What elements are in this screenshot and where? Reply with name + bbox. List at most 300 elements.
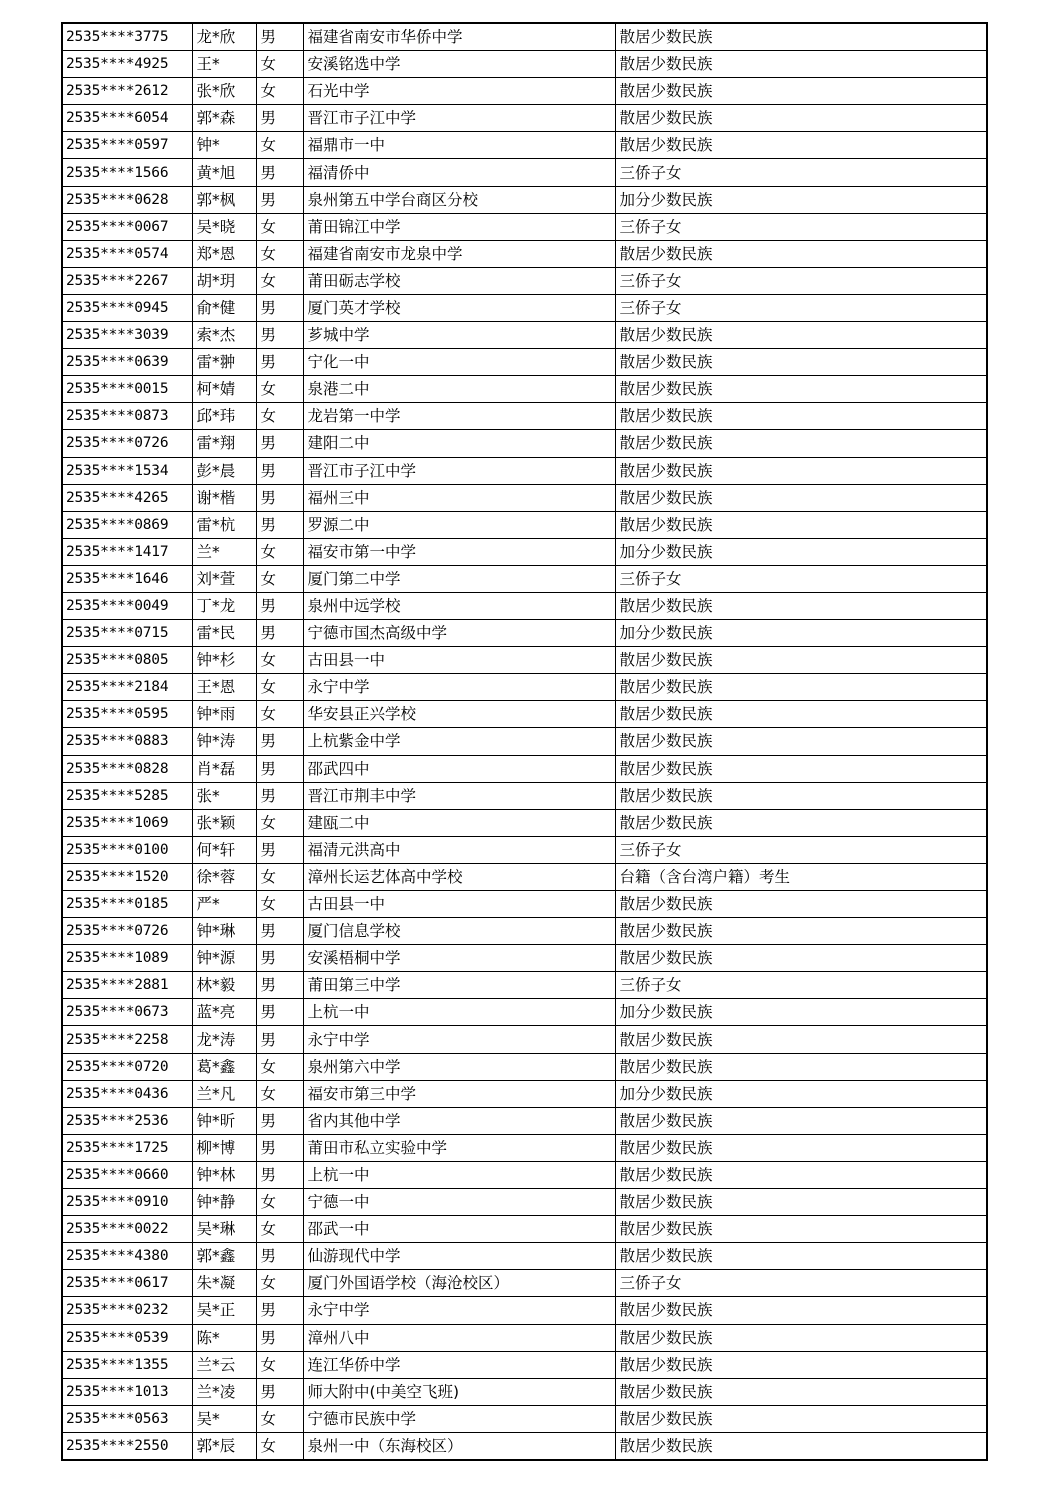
student-name-cell: 朱*凝 [192,1270,256,1297]
category-cell: 散居少数民族 [615,78,987,105]
category-cell: 散居少数民族 [615,1134,987,1161]
gender-cell: 男 [256,1243,303,1270]
table-row [62,538,987,565]
student-name-cell: 柯*婧 [192,376,256,403]
table-row [62,809,987,836]
category-cell: 散居少数民族 [615,1161,987,1188]
exam-number-cell: 2535****1520 [62,863,192,890]
exam-number-cell: 2535****0100 [62,836,192,863]
student-name-cell: 彭*晨 [192,457,256,484]
table-row [62,132,987,159]
student-name-cell: 郭*森 [192,105,256,132]
table-row [62,1134,987,1161]
exam-number-cell: 2535****0628 [62,186,192,213]
table-row [62,23,987,51]
category-cell: 散居少数民族 [615,1351,987,1378]
school-cell: 建瓯二中 [303,809,615,836]
student-name-cell: 黄*旭 [192,159,256,186]
student-name-cell: 郭*枫 [192,186,256,213]
school-cell: 龙岩第一中学 [303,403,615,430]
table-row [62,322,987,349]
category-cell: 台籍（含台湾户籍）考生 [615,863,987,890]
student-name-cell: 雷*翀 [192,349,256,376]
exam-number-cell: 2535****0639 [62,349,192,376]
table-row [62,267,987,294]
category-cell: 散居少数民族 [615,105,987,132]
exam-number-cell: 2535****1566 [62,159,192,186]
category-cell: 散居少数民族 [615,782,987,809]
exam-number-cell: 2535****0720 [62,1053,192,1080]
table-row [62,484,987,511]
gender-cell: 男 [256,755,303,782]
school-cell: 晋江市子江中学 [303,457,615,484]
table-row [62,294,987,321]
exam-number-cell: 2535****0726 [62,918,192,945]
school-cell: 福清侨中 [303,159,615,186]
category-cell: 散居少数民族 [615,403,987,430]
school-cell: 上杭一中 [303,1161,615,1188]
table-row [62,701,987,728]
table-row [62,674,987,701]
gender-cell: 女 [256,213,303,240]
student-name-cell: 钟* [192,132,256,159]
gender-cell: 女 [256,1216,303,1243]
category-cell: 散居少数民族 [615,51,987,78]
gender-cell: 男 [256,918,303,945]
gender-cell: 男 [256,1107,303,1134]
category-cell: 三侨子女 [615,1270,987,1297]
gender-cell: 男 [256,23,303,51]
category-cell: 散居少数民族 [615,349,987,376]
gender-cell: 男 [256,836,303,863]
gender-cell: 男 [256,457,303,484]
exam-number-cell: 2535****0049 [62,592,192,619]
school-cell: 古田县一中 [303,647,615,674]
gender-cell: 男 [256,999,303,1026]
school-cell: 晋江市子江中学 [303,105,615,132]
student-name-cell: 葛*鑫 [192,1053,256,1080]
exam-number-cell: 2535****0726 [62,430,192,457]
student-name-cell: 肖*磊 [192,755,256,782]
exam-number-cell: 2535****2267 [62,267,192,294]
gender-cell: 女 [256,132,303,159]
table-row [62,1216,987,1243]
table-row [62,159,987,186]
student-name-cell: 钟*杉 [192,647,256,674]
table-row [62,755,987,782]
table-row [62,240,987,267]
student-name-cell: 严* [192,891,256,918]
student-name-cell: 兰* [192,538,256,565]
gender-cell: 男 [256,1324,303,1351]
school-cell: 华安县正兴学校 [303,701,615,728]
student-name-cell: 陈* [192,1324,256,1351]
gender-cell: 男 [256,294,303,321]
school-cell: 永宁中学 [303,1297,615,1324]
table-body [62,23,987,1460]
student-name-cell: 郑*恩 [192,240,256,267]
category-cell: 散居少数民族 [615,1189,987,1216]
student-name-cell: 钟*昕 [192,1107,256,1134]
exam-number-cell: 2535****4925 [62,51,192,78]
school-cell: 连江华侨中学 [303,1351,615,1378]
school-cell: 漳州八中 [303,1324,615,1351]
exam-number-cell: 2535****6054 [62,105,192,132]
school-cell: 芗城中学 [303,322,615,349]
exam-number-cell: 2535****0185 [62,891,192,918]
school-cell: 邵武四中 [303,755,615,782]
gender-cell: 男 [256,511,303,538]
gender-cell: 男 [256,945,303,972]
exam-number-cell: 2535****0022 [62,1216,192,1243]
gender-cell: 男 [256,728,303,755]
table-row [62,511,987,538]
school-cell: 厦门信息学校 [303,918,615,945]
table-row [62,105,987,132]
student-name-cell: 张*颖 [192,809,256,836]
table-row [62,457,987,484]
student-name-cell: 兰*凌 [192,1378,256,1405]
student-name-cell: 吴* [192,1405,256,1432]
table-row [62,1351,987,1378]
school-cell: 古田县一中 [303,891,615,918]
student-name-cell: 谢*楷 [192,484,256,511]
table-row [62,1053,987,1080]
exam-number-cell: 2535****0828 [62,755,192,782]
table-row [62,1026,987,1053]
school-cell: 莆田锦江中学 [303,213,615,240]
table-row [62,1297,987,1324]
exam-number-cell: 2535****4265 [62,484,192,511]
school-cell: 晋江市荆丰中学 [303,782,615,809]
school-cell: 福建省南安市华侨中学 [303,23,615,51]
school-cell: 安溪梧桐中学 [303,945,615,972]
student-name-cell: 吴*正 [192,1297,256,1324]
school-cell: 莆田砺志学校 [303,267,615,294]
school-cell: 永宁中学 [303,674,615,701]
exam-number-cell: 2535****0574 [62,240,192,267]
school-cell: 安溪铭选中学 [303,51,615,78]
school-cell: 莆田市私立实验中学 [303,1134,615,1161]
table-row [62,1405,987,1432]
category-cell: 散居少数民族 [615,918,987,945]
student-name-cell: 钟*林 [192,1161,256,1188]
student-name-cell: 龙*涛 [192,1026,256,1053]
category-cell: 散居少数民族 [615,891,987,918]
table-row [62,213,987,240]
exam-number-cell: 2535****0015 [62,376,192,403]
school-cell: 福安市第一中学 [303,538,615,565]
gender-cell: 女 [256,376,303,403]
student-name-cell: 何*轩 [192,836,256,863]
exam-number-cell: 2535****2881 [62,972,192,999]
student-name-cell: 钟*涛 [192,728,256,755]
gender-cell: 女 [256,240,303,267]
category-cell: 三侨子女 [615,836,987,863]
student-name-cell: 吴*晓 [192,213,256,240]
table-row [62,647,987,674]
gender-cell: 女 [256,565,303,592]
school-cell: 宁德市民族中学 [303,1405,615,1432]
category-cell: 散居少数民族 [615,376,987,403]
school-cell: 泉州第六中学 [303,1053,615,1080]
student-name-cell: 雷*翔 [192,430,256,457]
table-row [62,918,987,945]
category-cell: 散居少数民族 [615,1053,987,1080]
table-row [62,349,987,376]
gender-cell: 男 [256,1297,303,1324]
category-cell: 散居少数民族 [615,945,987,972]
table-row [62,782,987,809]
exam-number-cell: 2535****0715 [62,620,192,647]
table-row [62,620,987,647]
gender-cell: 女 [256,51,303,78]
category-cell: 散居少数民族 [615,1216,987,1243]
gender-cell: 男 [256,592,303,619]
school-cell: 邵武一中 [303,1216,615,1243]
student-name-cell: 郭*辰 [192,1432,256,1460]
category-cell: 散居少数民族 [615,647,987,674]
category-cell: 三侨子女 [615,267,987,294]
category-cell: 散居少数民族 [615,1432,987,1460]
table-row [62,1378,987,1405]
table-row [62,565,987,592]
category-cell: 散居少数民族 [615,728,987,755]
gender-cell: 男 [256,620,303,647]
gender-cell: 女 [256,1270,303,1297]
school-cell: 厦门英才学校 [303,294,615,321]
student-name-cell: 俞*健 [192,294,256,321]
student-name-cell: 雷*民 [192,620,256,647]
school-cell: 宁德市国杰高级中学 [303,620,615,647]
exam-number-cell: 2535****1646 [62,565,192,592]
gender-cell: 女 [256,403,303,430]
table-row [62,1080,987,1107]
student-name-cell: 郭*鑫 [192,1243,256,1270]
category-cell: 散居少数民族 [615,430,987,457]
school-cell: 泉州中远学校 [303,592,615,619]
exam-number-cell: 2535****1013 [62,1378,192,1405]
gender-cell: 男 [256,1378,303,1405]
school-cell: 福州三中 [303,484,615,511]
gender-cell: 女 [256,863,303,890]
school-cell: 泉港二中 [303,376,615,403]
exam-number-cell: 2535****0910 [62,1189,192,1216]
student-name-cell: 邱*玮 [192,403,256,430]
school-cell: 泉州第五中学台商区分校 [303,186,615,213]
table-row [62,972,987,999]
gender-cell: 男 [256,484,303,511]
gender-cell: 女 [256,1405,303,1432]
exam-number-cell: 2535****1089 [62,945,192,972]
school-cell: 石光中学 [303,78,615,105]
gender-cell: 女 [256,267,303,294]
student-name-cell: 徐*蓉 [192,863,256,890]
table-row [62,1189,987,1216]
gender-cell: 男 [256,159,303,186]
gender-cell: 男 [256,322,303,349]
student-name-cell: 蓝*亮 [192,999,256,1026]
category-cell: 散居少数民族 [615,674,987,701]
gender-cell: 男 [256,349,303,376]
school-cell: 泉州一中（东海校区） [303,1432,615,1460]
category-cell: 散居少数民族 [615,132,987,159]
school-cell: 宁化一中 [303,349,615,376]
category-cell: 散居少数民族 [615,457,987,484]
gender-cell: 男 [256,105,303,132]
student-name-cell: 钟*雨 [192,701,256,728]
table-row [62,1107,987,1134]
exam-number-cell: 2535****0563 [62,1405,192,1432]
gender-cell: 女 [256,1189,303,1216]
school-cell: 漳州长运艺体高中学校 [303,863,615,890]
category-cell: 散居少数民族 [615,1026,987,1053]
gender-cell: 男 [256,1161,303,1188]
gender-cell: 女 [256,701,303,728]
student-name-cell: 兰*云 [192,1351,256,1378]
gender-cell: 男 [256,972,303,999]
gender-cell: 女 [256,647,303,674]
table-row [62,592,987,619]
student-name-cell: 张* [192,782,256,809]
gender-cell: 女 [256,538,303,565]
gender-cell: 女 [256,1351,303,1378]
gender-cell: 女 [256,78,303,105]
student-name-cell: 胡*玥 [192,267,256,294]
student-name-cell: 索*杰 [192,322,256,349]
exam-number-cell: 2535****1534 [62,457,192,484]
exam-number-cell: 2535****0597 [62,132,192,159]
student-name-cell: 兰*凡 [192,1080,256,1107]
student-name-cell: 王* [192,51,256,78]
school-cell: 上杭紫金中学 [303,728,615,755]
table-row [62,1270,987,1297]
table-row [62,999,987,1026]
exam-number-cell: 2535****2550 [62,1432,192,1460]
exam-number-cell: 2535****0945 [62,294,192,321]
school-cell: 上杭一中 [303,999,615,1026]
exam-number-cell: 2535****0869 [62,511,192,538]
table-row [62,945,987,972]
school-cell: 福安市第三中学 [303,1080,615,1107]
category-cell: 散居少数民族 [615,1405,987,1432]
table-row [62,186,987,213]
school-cell: 福鼎市一中 [303,132,615,159]
table-row [62,78,987,105]
student-name-cell: 林*毅 [192,972,256,999]
category-cell: 加分少数民族 [615,538,987,565]
gender-cell: 男 [256,430,303,457]
category-cell: 加分少数民族 [615,1080,987,1107]
exam-number-cell: 2535****0873 [62,403,192,430]
exam-number-cell: 2535****2612 [62,78,192,105]
category-cell: 散居少数民族 [615,511,987,538]
gender-cell: 女 [256,1080,303,1107]
exam-number-cell: 2535****0883 [62,728,192,755]
school-cell: 永宁中学 [303,1026,615,1053]
exam-number-cell: 2535****0232 [62,1297,192,1324]
table-row [62,863,987,890]
exam-number-cell: 2535****0067 [62,213,192,240]
table-row [62,891,987,918]
category-cell: 散居少数民族 [615,1378,987,1405]
gender-cell: 男 [256,186,303,213]
category-cell: 加分少数民族 [615,620,987,647]
category-cell: 散居少数民族 [615,23,987,51]
exam-number-cell: 2535****4380 [62,1243,192,1270]
table-row [62,1161,987,1188]
exam-number-cell: 2535****5285 [62,782,192,809]
table-row [62,1324,987,1351]
exam-number-cell: 2535****3039 [62,322,192,349]
category-cell: 加分少数民族 [615,999,987,1026]
student-name-cell: 龙*欣 [192,23,256,51]
gender-cell: 男 [256,1134,303,1161]
category-cell: 三侨子女 [615,565,987,592]
exam-number-cell: 2535****0595 [62,701,192,728]
student-name-cell: 刘*萱 [192,565,256,592]
category-cell: 散居少数民族 [615,1107,987,1134]
student-name-cell: 张*欣 [192,78,256,105]
category-cell: 散居少数民族 [615,240,987,267]
table-row [62,430,987,457]
school-cell: 师大附中(中美空飞班) [303,1378,615,1405]
category-cell: 散居少数民族 [615,701,987,728]
table-row [62,1432,987,1460]
exam-number-cell: 2535****3775 [62,23,192,51]
category-cell: 散居少数民族 [615,322,987,349]
gender-cell: 女 [256,674,303,701]
category-cell: 三侨子女 [615,972,987,999]
table-row [62,51,987,78]
exam-number-cell: 2535****2184 [62,674,192,701]
category-cell: 三侨子女 [615,294,987,321]
school-cell: 厦门外国语学校（海沧校区） [303,1270,615,1297]
exam-number-cell: 2535****1725 [62,1134,192,1161]
school-cell: 厦门第二中学 [303,565,615,592]
table-row [62,1243,987,1270]
category-cell: 散居少数民族 [615,1243,987,1270]
student-name-cell: 钟*静 [192,1189,256,1216]
exam-number-cell: 2535****2536 [62,1107,192,1134]
exam-number-cell: 2535****0436 [62,1080,192,1107]
student-name-cell: 雷*杭 [192,511,256,538]
student-name-cell: 钟*琳 [192,918,256,945]
table-row [62,836,987,863]
gender-cell: 男 [256,782,303,809]
exam-number-cell: 2535****0539 [62,1324,192,1351]
student-name-cell: 柳*博 [192,1134,256,1161]
school-cell: 宁德一中 [303,1189,615,1216]
gender-cell: 男 [256,1026,303,1053]
category-cell: 散居少数民族 [615,1297,987,1324]
category-cell: 散居少数民族 [615,1324,987,1351]
student-name-cell: 钟*源 [192,945,256,972]
school-cell: 建阳二中 [303,430,615,457]
exam-number-cell: 2535****0617 [62,1270,192,1297]
gender-cell: 女 [256,809,303,836]
category-cell: 散居少数民族 [615,592,987,619]
category-cell: 三侨子女 [615,213,987,240]
exam-number-cell: 2535****0805 [62,647,192,674]
student-list-table [61,22,988,1461]
table-row [62,376,987,403]
gender-cell: 女 [256,1432,303,1460]
school-cell: 莆田第三中学 [303,972,615,999]
school-cell: 罗源二中 [303,511,615,538]
category-cell: 三侨子女 [615,159,987,186]
table-row [62,403,987,430]
